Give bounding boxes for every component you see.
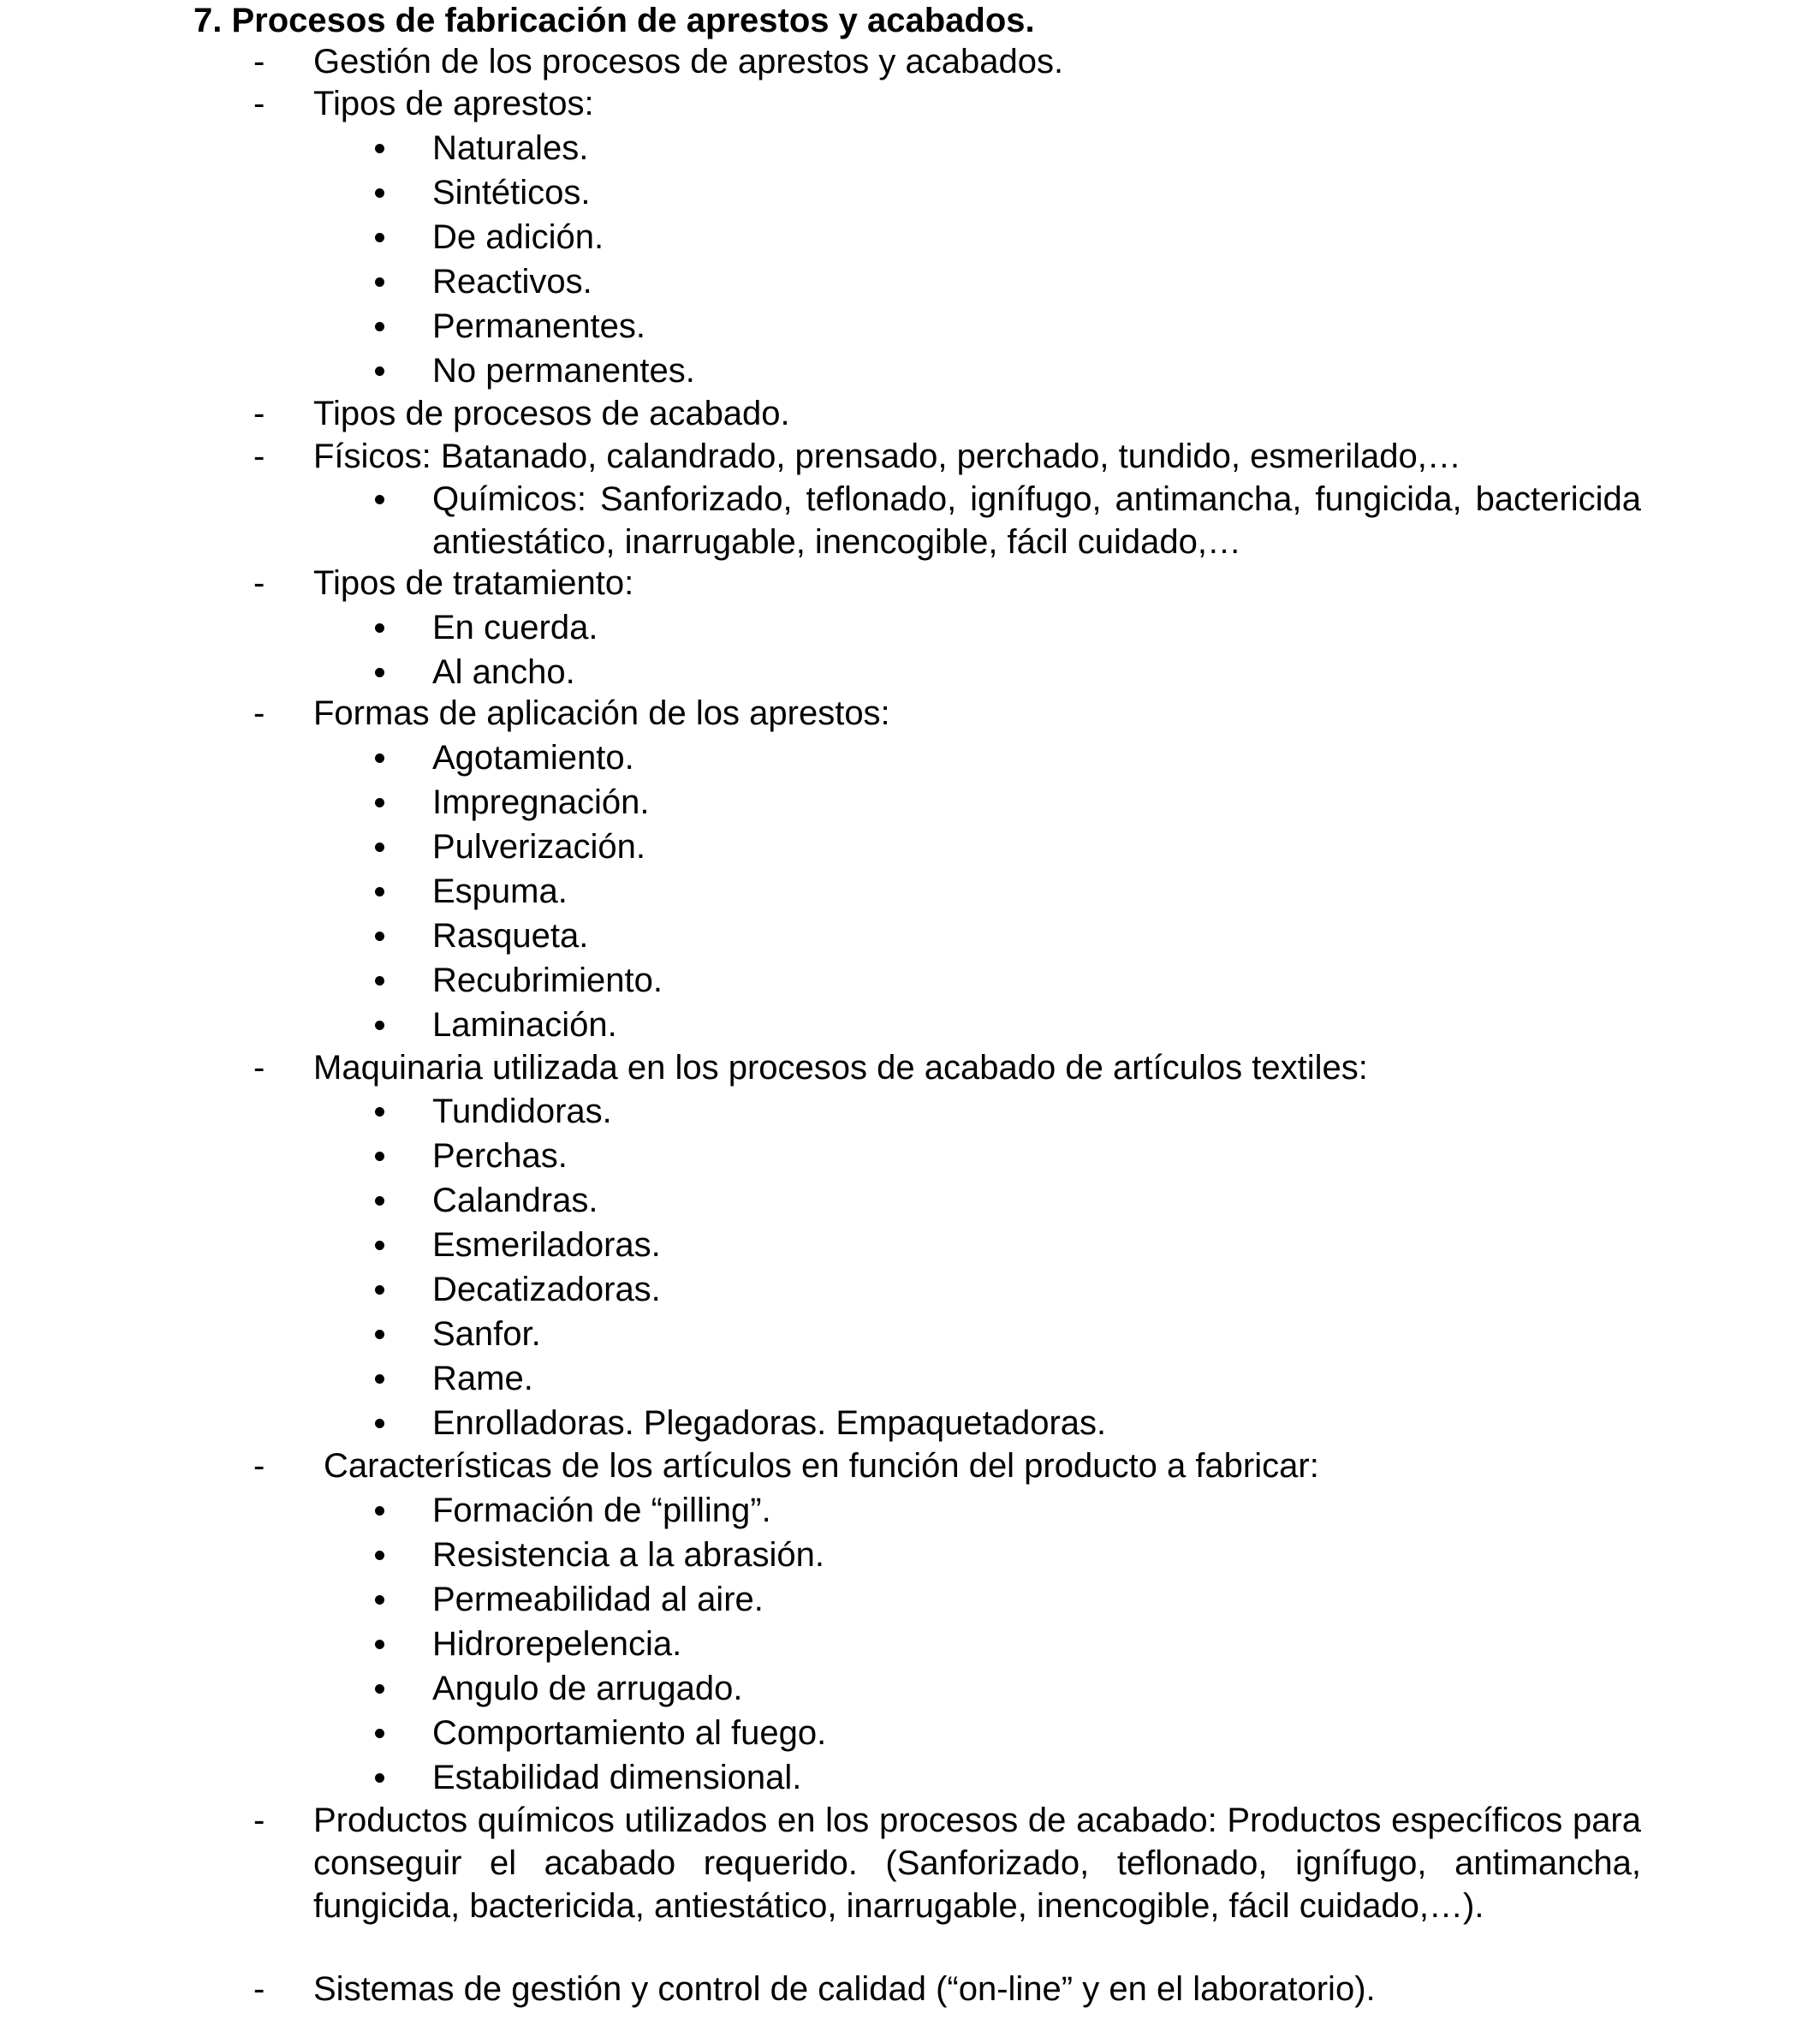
- sub-item-text: No permanentes.: [432, 352, 695, 390]
- sub-item-text: Naturales.: [432, 129, 589, 167]
- sub-item-text: De adición.: [432, 218, 604, 256]
- sub-item-text: Estabilidad dimensional.: [432, 1759, 802, 1796]
- sub-item-text: Comportamiento al fuego.: [432, 1714, 827, 1752]
- sub-item-text: Espuma.: [432, 873, 568, 910]
- dash-marker: -: [253, 1970, 265, 2008]
- item-text: Tipos de tratamiento:: [313, 564, 634, 602]
- sub-item-text: En cuerda.: [432, 609, 598, 646]
- sub-item-text: Impregnación.: [432, 783, 650, 821]
- sub-item-text: Rame.: [432, 1360, 533, 1397]
- item-text: Características de los artículos en función del producto a fabricar:: [324, 1447, 1319, 1485]
- item-text: Tipos de aprestos:: [313, 85, 594, 122]
- section-heading: 7. Procesos de fabricación de aprestos y acabados.: [193, 2, 1035, 39]
- sub-item-text: Recubrimiento.: [432, 962, 663, 999]
- dash-marker: -: [253, 438, 265, 475]
- sub-item-text: Enrolladoras. Plegadoras. Empaquetadoras.: [432, 1404, 1107, 1442]
- sub-item-text: Permanentes.: [432, 307, 646, 345]
- sub-item-text: Sanfor.: [432, 1315, 541, 1353]
- dash-marker: -: [253, 85, 265, 122]
- sub-item-text: Decatizadoras.: [432, 1271, 661, 1308]
- item-text: Maquinaria utilizada en los procesos de acabado de artículos textiles:: [313, 1049, 1368, 1087]
- sub-item-text: Rasqueta.: [432, 917, 589, 955]
- item-text: Productos químicos utilizados en los procesos de acabado: Productos específicos para conseguir el acabado requerido. (Sanforizado, teflonado, ignífugo, antimancha, fungicida, bactericida, antiestático, inarrugable, inencogible, fácil cuidado,…).: [313, 1802, 1641, 1925]
- dash-marker: -: [253, 43, 265, 80]
- item-text: Gestión de los procesos de aprestos y acabados.: [313, 43, 1064, 80]
- dash-marker: -: [253, 1447, 265, 1485]
- sub-item-text: Laminación.: [432, 1006, 617, 1044]
- sub-item-text: Sintéticos.: [432, 174, 591, 211]
- dash-marker: -: [253, 395, 265, 432]
- sub-item-text: Formación de “pilling”.: [432, 1492, 771, 1529]
- sub-item-text: Reactivos.: [432, 263, 592, 301]
- sub-item-text: Calandras.: [432, 1182, 598, 1219]
- item-text: Sistemas de gestión y control de calidad (“on-line” y en el laboratorio).: [313, 1970, 1376, 2008]
- sub-item-text: Esmeriladoras.: [432, 1226, 661, 1264]
- sub-item-text: Químicos: Sanforizado, teflonado, ignífugo, antimancha, fungicida, bactericida antiestático, inarrugable, inencogible, fácil cuidado,…: [432, 480, 1641, 561]
- item-text: Formas de aplicación de los aprestos:: [313, 694, 890, 732]
- sub-item-text: Tundidoras.: [432, 1093, 612, 1130]
- sub-item-text: Pulverización.: [432, 828, 646, 866]
- sub-item-text: Perchas.: [432, 1137, 568, 1175]
- dash-marker: -: [253, 694, 265, 732]
- dash-marker: -: [253, 564, 265, 602]
- sub-item-text: Agotamiento.: [432, 739, 634, 777]
- sub-item-text: Resistencia a la abrasión.: [432, 1536, 825, 1574]
- sub-item-text: Al ancho.: [432, 653, 575, 691]
- sub-item-text: Hidrorepelencia.: [432, 1625, 682, 1663]
- sub-item-text: Angulo de arrugado.: [432, 1670, 743, 1707]
- dash-marker: -: [253, 1802, 265, 1839]
- item-text: Tipos de procesos de acabado.: [313, 395, 790, 432]
- dash-marker: -: [253, 1049, 265, 1087]
- sub-item-text: Permeabilidad al aire.: [432, 1581, 764, 1618]
- item-text: Físicos: Batanado, calandrado, prensado, perchado, tundido, esmerilado,…: [313, 438, 1461, 475]
